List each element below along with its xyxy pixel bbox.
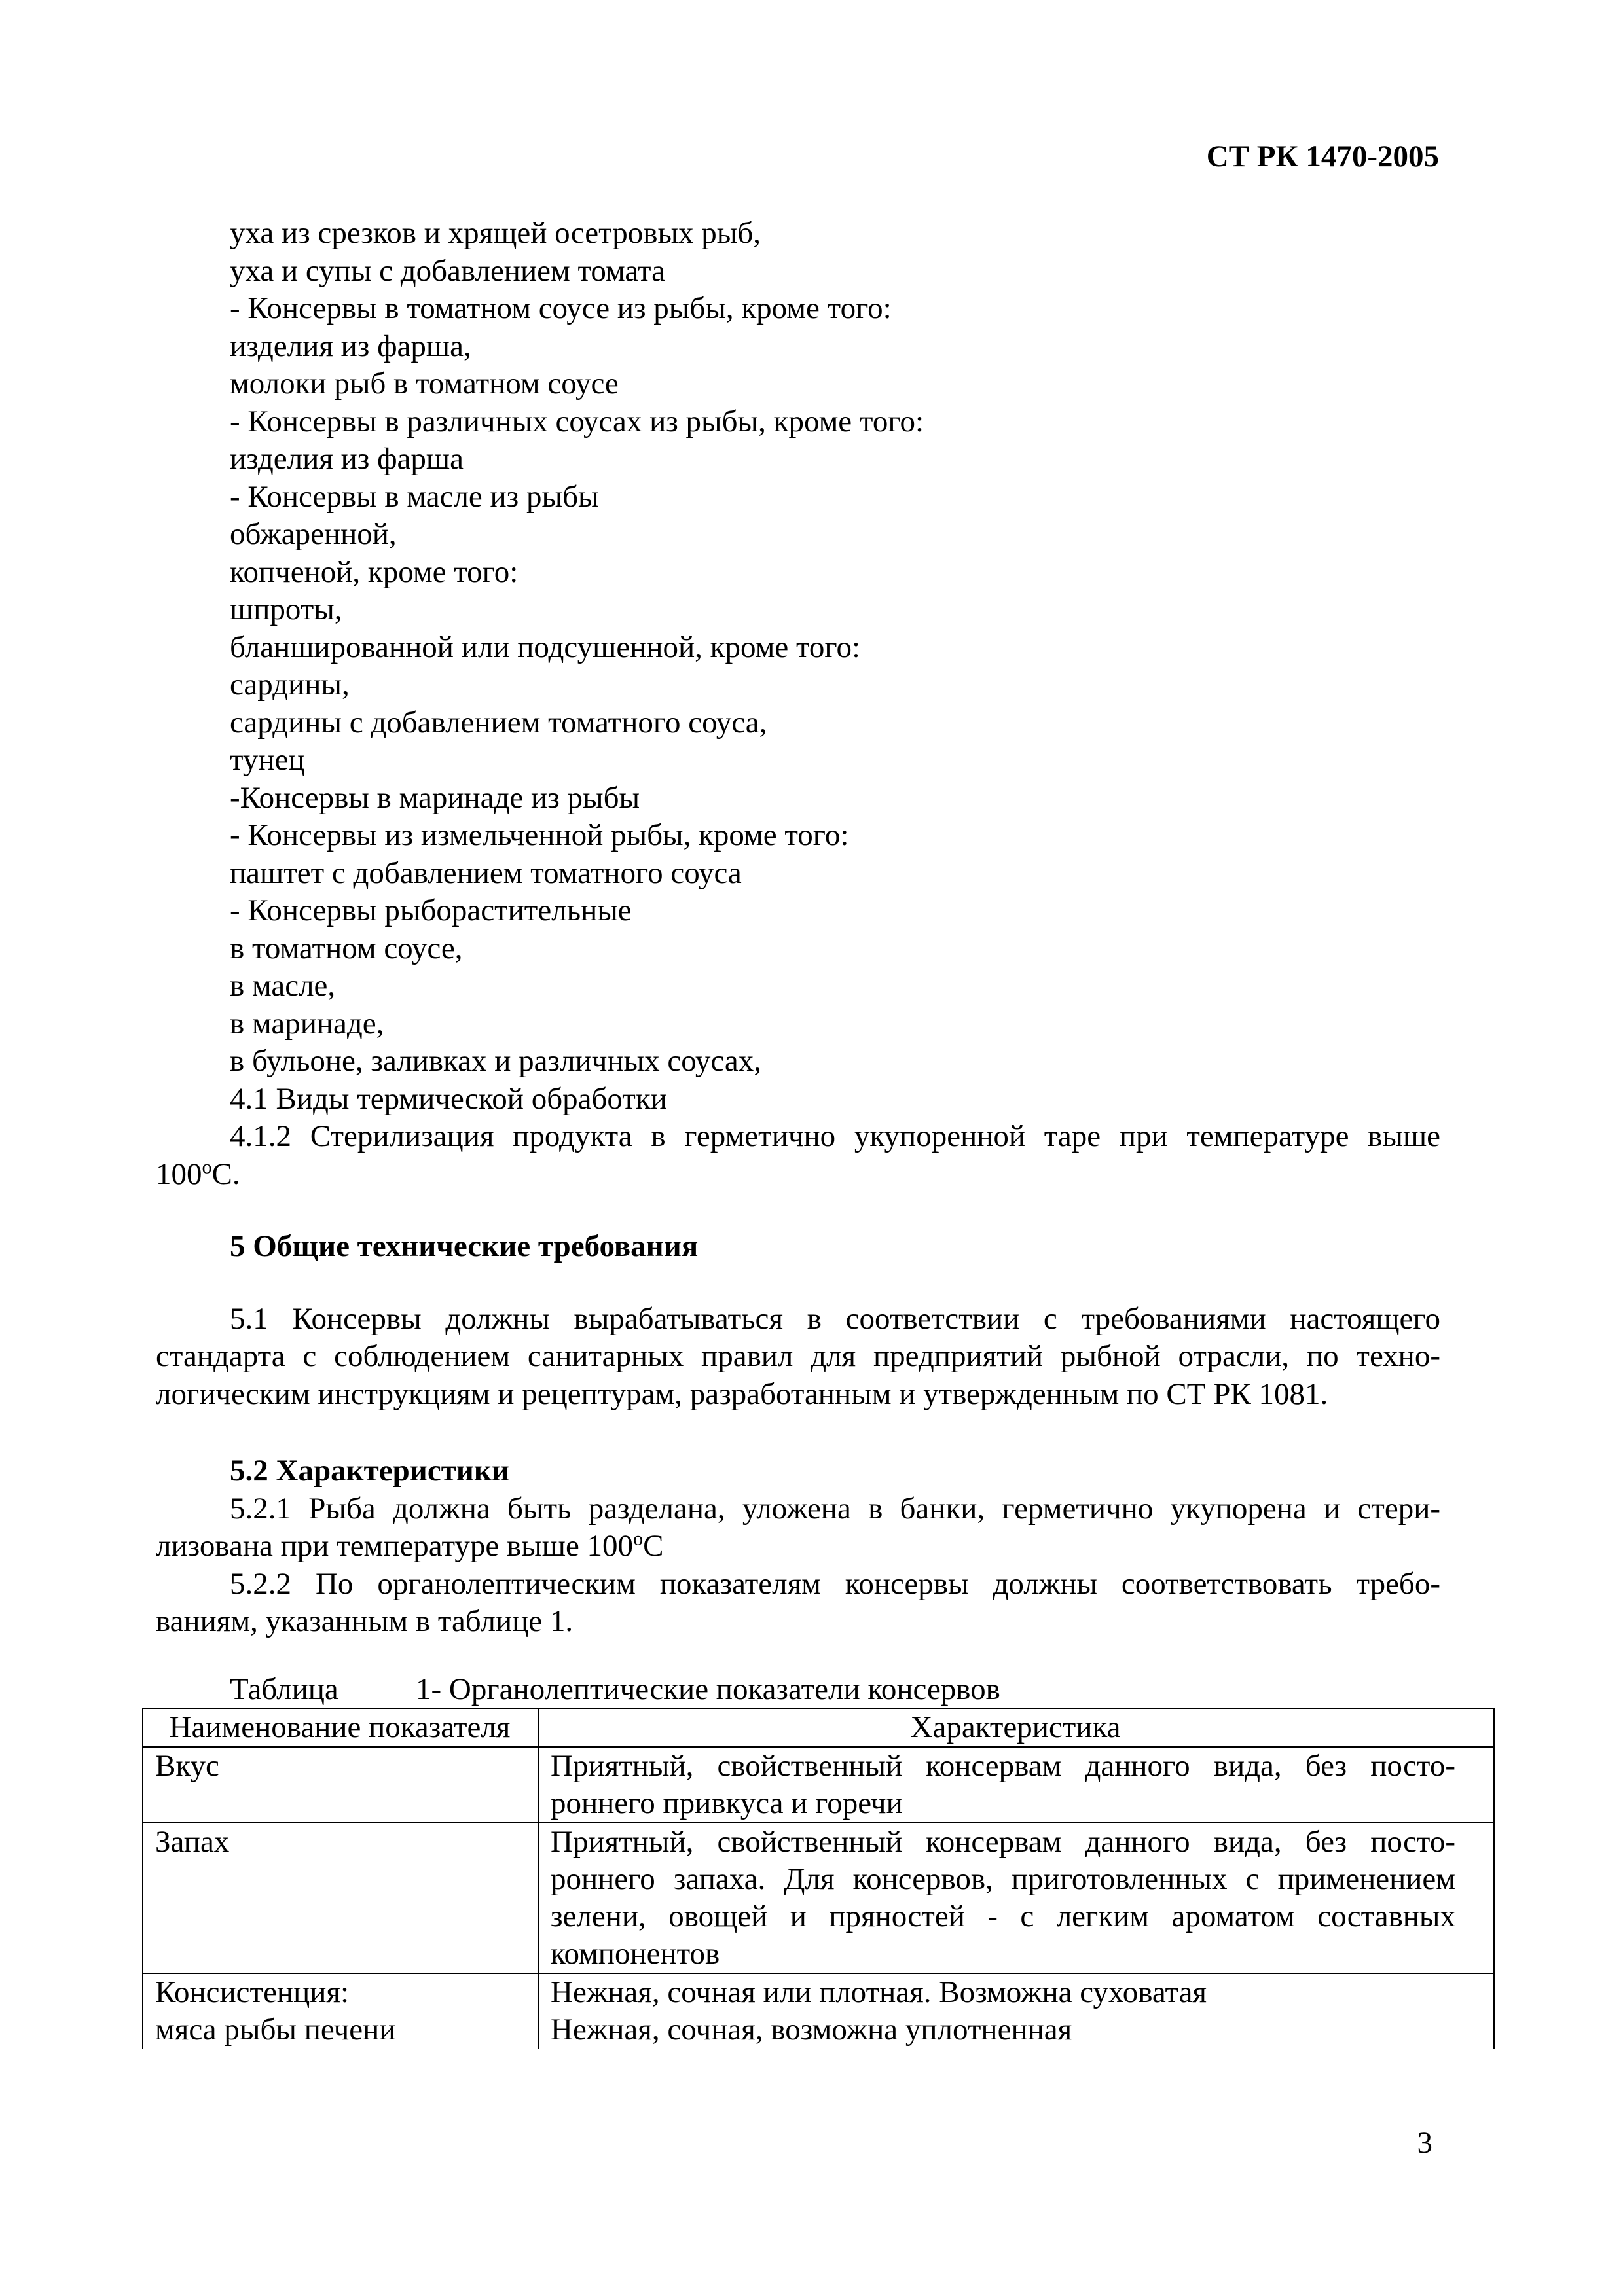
table-row [143,1823,1494,1973]
degree-sign: о [633,1528,644,1550]
section-4-1-title: 4.1 Виды термической обработки [230,1081,667,1116]
header-indicator [143,1708,538,1747]
list-item: в бульоне, заливках и различных соусах, [230,1044,761,1078]
paragraph-5-1-line: стандарта с соблюдением санитарных правил для предприятий рыбной отрасли, по техно- [156,1339,1440,1373]
temperature-unit: С. [211,1157,240,1191]
list-item: в масле, [230,969,336,1003]
table-caption-label: Таблица [230,1672,338,1706]
characteristic-line: роннего запаха. Для консервов, приготовленных с применением [551,1862,1455,1896]
characteristic-line: Нежная, сочная или плотная. Возможна суховатая [551,1975,1207,2009]
organoleptic-table [142,1708,1495,2049]
list-item: тунец [230,743,305,777]
characteristic-cell [538,1823,1494,1973]
characteristic-line: Нежная, сочная, возможна уплотненная [551,2013,1072,2047]
list-item: молоки рыб в томатном соусе [230,367,619,401]
paragraph-5-2-1-line: 5.2.1 Рыба должна быть разделана, уложена в банки, герметично укупорена и стери- [230,1491,1440,1526]
list-item: шпроты, [230,592,342,626]
header-characteristic: Характеристика [538,1708,1494,1747]
list-item: изделия из фарша [230,442,464,476]
list-item: сардины с добавлением томатного соуса, [230,705,767,740]
temperature-value: 100 [156,1157,202,1191]
list-item: - Консервы из измельченной рыбы, кроме того: [230,818,849,852]
indicator-cell: Запах [143,1823,538,1973]
header-indicator-line: показателя [369,1710,511,1744]
table-row [143,1747,1494,1823]
section-5-title: 5 Общие технические требования [230,1229,699,1263]
paragraph-5-1-line: 5.1 Консервы должны вырабатываться в соответствии с требованиями настоящего [230,1301,1440,1336]
table-row [143,1973,1494,2049]
table-caption-title: 1- Органолептические показатели консервов [416,1672,1000,1706]
list-item: - Консервы в различных соусах из рыбы, кроме того: [230,404,924,439]
list-item: обжаренной, [230,517,397,551]
paragraph-5-2-2-line: 5.2.2 По органолептическим показателям консервы должны соответствовать требо- [230,1566,1440,1601]
list-item: копченой, кроме того: [230,554,519,589]
list-item: в томатном соусе, [230,931,463,965]
table-caption [230,1671,1000,1708]
characteristic-line: компонентов [551,1937,720,1971]
list-item: - Консервы в томатном соусе из рыбы, кроме того: [230,291,892,325]
page-number: 3 [1417,2126,1432,2160]
characteristic-line: роннего привкуса и горечи [551,1786,903,1820]
characteristic-line: зелени, овощей и пряностей - с легким ароматом составных [551,1899,1455,1933]
list-item: в маринаде, [230,1006,384,1041]
list-item: изделия из фарша, [230,329,471,363]
degree-sign: о [202,1155,212,1177]
item-4-1-2-line: 4.1.2 Стерилизация продукта в герметично укупоренной таре при температуре выше [230,1119,1440,1153]
subsection-5-2-title: 5.2 Характеристики [230,1454,510,1488]
characteristic-cell [538,1973,1494,2049]
paragraph-5-2-1-text: лизована при температуре выше 100 [156,1529,634,1563]
standard-code-header: СТ РК 1470-2005 [1206,139,1439,173]
paragraph-5-1-line: логическим инструкциям и рецептурам, разработанным и утвержденным по СТ РК 1081. [156,1376,1328,1411]
characteristic-line: Приятный, свойственный консервам данного вида, без посто- [551,1825,1455,1859]
paragraph-5-2-1-line [156,1528,1440,1566]
indicator-line: Консистенция: [155,1975,350,2009]
temperature-unit: С [643,1529,664,1563]
header-indicator-line: Наименование [169,1710,361,1744]
list-item: уха из срезков и хрящей осетровых рыб, [230,216,761,250]
list-item: - Консервы рыборастительные [230,893,632,927]
characteristic-cell [538,1747,1494,1823]
table-header-row [143,1708,1494,1747]
list-item: уха и супы с добавлением томата [230,253,666,288]
list-item: - Консервы в масле из рыбы [230,479,599,514]
paragraph-5-2-2-line: ваниям, указанным в таблице 1. [156,1604,574,1638]
characteristic-line: Приятный, свойственный консервам данного вида, без посто- [551,1749,1455,1783]
item-4-1-2-line [156,1156,1440,1194]
list-item: паштет с добавлением томатного соуса [230,855,742,890]
body-text [156,215,1440,1641]
indicator-cell: Вкус [143,1747,538,1823]
list-item: сардины, [230,668,350,702]
list-item: -Консервы в маринаде из рыбы [230,780,640,815]
list-item: бланшированной или подсушенной, кроме того: [230,630,861,664]
indicator-line: мяса рыбы печени [155,2013,396,2047]
indicator-cell [143,1973,538,2049]
